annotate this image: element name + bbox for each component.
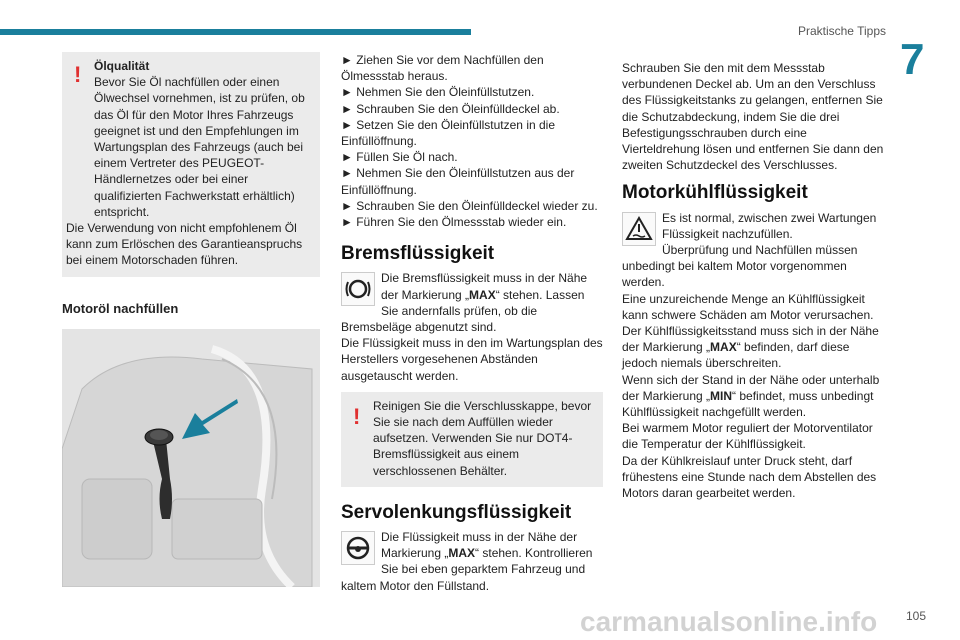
- list-item: ► Nehmen Sie den Öleinfüllstutzen.: [341, 85, 535, 100]
- brake-text-1: Die Bremsflüssigkeit muss in der Nähe der Markierung „MAX“ stehen. Lassen Sie andernfalls prüfen, ob die Bremsbeläge abgenutzt sind.: [341, 271, 588, 335]
- running-head: Praktische Tipps: [797, 24, 886, 38]
- warning-text: Bevor Sie Öl nachfüllen oder einen Ölwechsel vornehmen, ist zu prüfen, ob das Öl für den Motor Ihres Fahrzeugs geeignet ist und den Empfehlungen im Wartungsplan des Fahrzeugs (auch bei einem Vertreter des PEUGEOT-Händlernetzes oder bei einer qualifizierten Fachwerkstatt erhältlich) entspricht.: [94, 75, 305, 219]
- coolant-text-4: Der Kühlflüssigkeitsstand muss sich in der Nähe der Markierung „MAX“ befinden, darf diese jedoch niemals überschreiten.: [622, 324, 879, 371]
- section-heading-oil-refill: Motoröl nachfüllen: [62, 300, 179, 316]
- coolant-warning-icon: [622, 212, 656, 246]
- column-1: [62, 52, 320, 587]
- steering-text: Die Flüssigkeit muss in der Nähe der Markierung „MAX“ stehen. Kontrollieren Sie bei eben geparktem Fahrzeug und kaltem Motor den Füllstand.: [341, 530, 593, 593]
- list-item: ► Ziehen Sie vor dem Nachfüllen den Ölmessstab heraus.: [341, 53, 544, 84]
- column-2: [341, 52, 603, 594]
- brake-text-2: Die Flüssigkeit muss in den im Wartungsplan des Herstellers vorgesehenen Abständen ausgetauscht werden.: [341, 336, 603, 383]
- steering-fluid-block: [341, 529, 603, 594]
- coolant-text-2: Überprüfung und Nachfüllen müssen unbedingt bei kaltem Motor vorgenommen werden.: [622, 243, 858, 290]
- coolant-text-1: Es ist normal, zwischen zwei Wartungen Flüssigkeit nachzufüllen.: [662, 210, 877, 241]
- header-bar: [0, 29, 471, 35]
- engine-oil-figure: [62, 329, 320, 587]
- warning-text-2: Die Verwendung von nicht empfohlenem Öl kann zum Erlöschen des Garantieanspruchs bei einem Motorschaden führen.: [66, 221, 303, 268]
- warning-box-oil-quality: [62, 52, 320, 277]
- coolant-text-5: Wenn sich der Stand in der Nähe oder unterhalb der Markierung „MIN“ befindet, muss unbedingt Kühlflüssigkeit nachgefüllt werden.: [622, 372, 880, 420]
- page-number: 105: [906, 609, 927, 623]
- engine-illustration-icon: [62, 329, 320, 587]
- list-item: ► Setzen Sie den Öleinfüllstutzen in die Einfüllöffnung.: [341, 117, 556, 149]
- coolant-block: [622, 210, 884, 502]
- list-item: ► Nehmen Sie den Öleinfüllstutzen aus der Einfüllöffnung.: [341, 166, 575, 197]
- steering-wheel-icon: [341, 531, 375, 565]
- brake-warning-text: Reinigen Sie die Verschlusskappe, bevor Sie sie nach dem Auffüllen wieder aufsetzen. Verwenden Sie nur DOT4-Bremsflüssigkeit aus einem verschlossenen Behälter.: [373, 398, 592, 478]
- section-heading-power-steering: Servolenkungsflüssigkeit: [341, 501, 572, 523]
- column-3: [622, 52, 884, 501]
- oil-refill-steps: [341, 52, 603, 230]
- watermark: carmanualsonline.info: [580, 606, 878, 637]
- warning-title: Ölqualität: [94, 59, 150, 73]
- exclamation-icon: !: [74, 62, 82, 87]
- section-heading-coolant: Motorkühlflüssigkeit: [622, 182, 808, 204]
- brake-warning-icon: [341, 272, 375, 306]
- list-item: ► Schrauben Sie den Öleinfülldeckel ab.: [341, 101, 560, 116]
- section-heading-brake-fluid: Bremsflüssigkeit: [341, 243, 495, 265]
- exclamation-icon: !: [353, 403, 361, 429]
- coolant-text-3: Eine unzureichende Menge an Kühlflüssigkeit kann schwere Schäden am Motor verursachen.: [622, 291, 874, 322]
- warning-box-brake: [341, 392, 603, 487]
- list-item: ► Führen Sie den Ölmessstab wieder ein.: [341, 215, 567, 230]
- chapter-number: 7: [900, 35, 925, 84]
- list-item: ► Schrauben Sie den Öleinfülldeckel wieder zu.: [341, 198, 598, 213]
- coolant-text-6: Bei warmem Motor reguliert der Motorventilator die Temperatur der Kühlflüssigkeit.: [622, 421, 873, 452]
- coolant-text-7: Da der Kühlkreislauf unter Druck steht, darf frühestens eine Stunde nach dem Abstellen des Motors daran gearbeitet werden.: [622, 453, 877, 501]
- steering-text-continued: Schrauben Sie den mit dem Messstab verbundenen Deckel ab. Um an den Verschluss des Flüssigkeitstanks zu gelangen, entfernen Sie die Schutzabdeckung, indem Sie die drei Befestigungsschrauben durch eine Vierteldrehung lösen und entfernen Sie dann den zweiten Schutzdeckel des Verschlusses.: [622, 61, 884, 173]
- brake-fluid-block: [341, 270, 603, 383]
- list-item: ► Füllen Sie Öl nach.: [341, 150, 458, 165]
